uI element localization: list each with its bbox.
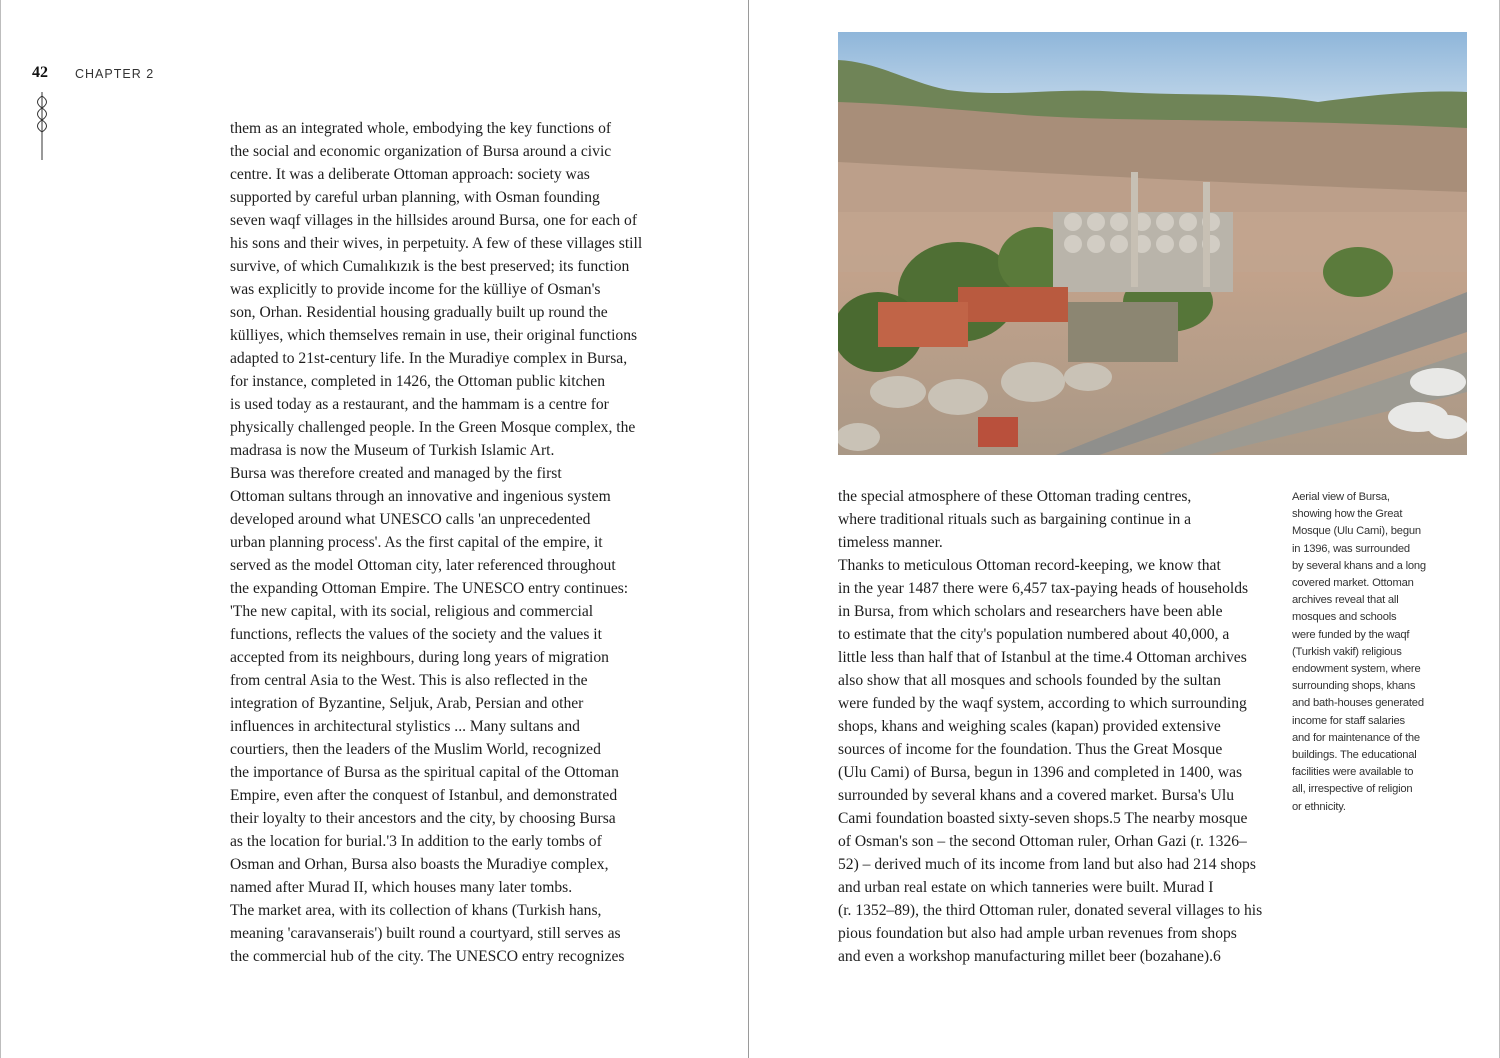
- text-line: physically challenged people. In the Green Mosque complex, the: [230, 419, 636, 436]
- text-line: supported by careful urban planning, with Osman founding: [230, 189, 600, 206]
- text-line: adapted to 21st-century life. In the Muradiye complex in Bursa,: [230, 350, 628, 367]
- aerial-photo-of-bursa: [838, 32, 1467, 455]
- text-line: developed around what UNESCO calls 'an unprecedented: [230, 511, 591, 528]
- text-line: Cami foundation boasted sixty-seven shops.5 The nearby mosque: [838, 810, 1248, 827]
- caption-line: and for maintenance of the: [1292, 731, 1420, 744]
- text-line: and urban real estate on which tanneries were built. Murad I: [838, 879, 1214, 896]
- text-line: also show that all mosques and schools founded by the sultan: [838, 672, 1221, 689]
- caption-line: covered market. Ottoman: [1292, 577, 1414, 590]
- left-page: [0, 0, 749, 1058]
- text-line: survive, of which Cumalıkızık is the best preserved; its function: [230, 258, 630, 275]
- caption-line: income for staff salaries: [1292, 714, 1405, 727]
- text-line: in the year 1487 there were 6,457 tax-paying heads of households: [838, 580, 1249, 597]
- text-line: to estimate that the city's population numbered about 40,000, a: [838, 626, 1230, 643]
- text-line: Osman and Orhan, Bursa also boasts the Muradiye complex,: [230, 856, 609, 873]
- text-line: (Ulu Cami) of Bursa, begun in 1396 and completed in 1400, was: [838, 764, 1243, 781]
- caption-line: were funded by the waqf: [1292, 628, 1410, 641]
- caption-line: by several khans and a long: [1292, 559, 1426, 572]
- text-line: from central Asia to the West. This is also reflected in the: [230, 672, 588, 689]
- text-line: Bursa was therefore created and managed by the first: [230, 465, 562, 482]
- right-body-text: [838, 485, 1278, 968]
- text-line: is used today as a restaurant, and the hammam is a centre for: [230, 396, 609, 413]
- text-line: urban planning process'. As the first capital of the empire, it: [230, 534, 603, 551]
- text-line: little less than half that of Istanbul at the time.4 Ottoman archives: [838, 649, 1247, 666]
- text-line: courtiers, then the leaders of the Muslim World, recognized: [230, 741, 601, 758]
- text-line: of Osman's son – the second Ottoman ruler, Orhan Gazi (r. 1326–: [838, 833, 1247, 850]
- text-line: the commercial hub of the city. The UNESCO entry recognizes: [230, 948, 625, 965]
- text-line: the expanding Ottoman Empire. The UNESCO entry continues:: [230, 580, 629, 597]
- ornament-icon: [34, 92, 50, 162]
- text-line: their loyalty to their ancestors and the city, by choosing Bursa: [230, 810, 616, 827]
- caption-line: (Turkish vakif) religious: [1292, 645, 1402, 658]
- text-line: his sons and their wives, in perpetuity. A few of these villages still: [230, 235, 643, 252]
- text-line: where traditional rituals such as bargaining continue in a: [838, 511, 1192, 528]
- text-line: in Bursa, from which scholars and researchers have been able: [838, 603, 1223, 620]
- text-line: was explicitly to provide income for the külliye of Osman's: [230, 281, 601, 298]
- text-line: shops, khans and weighing scales (kapan) provided extensive: [838, 718, 1221, 735]
- text-line: influences in architectural stylistics ... Many sultans and: [230, 718, 580, 735]
- text-line: were funded by the waqf system, according to which surrounding: [838, 695, 1247, 712]
- text-line: surrounded by several khans and a covered market. Bursa's Ulu: [838, 787, 1234, 804]
- text-line: Ottoman sultans through an innovative and ingenious system: [230, 488, 611, 505]
- caption-line: Aerial view of Bursa,: [1292, 491, 1390, 503]
- caption-line: facilities were available to: [1292, 766, 1414, 779]
- text-line: meaning 'caravanserais') built round a courtyard, still serves as: [230, 925, 621, 942]
- page-number: 42: [32, 64, 48, 81]
- caption-line: or ethnicity.: [1292, 800, 1346, 813]
- text-line: külliyes, which themselves remain in use, their original functions: [230, 327, 638, 344]
- text-line: accepted from its neighbours, during long years of migration: [230, 649, 609, 666]
- text-line: seven waqf villages in the hillsides around Bursa, one for each of: [230, 212, 638, 229]
- text-line: the special atmosphere of these Ottoman trading centres,: [838, 488, 1192, 505]
- text-line: Empire, even after the conquest of Istanbul, and demonstrated: [230, 787, 618, 804]
- caption-line: surrounding shops, khans: [1292, 680, 1416, 693]
- caption-line: showing how the Great: [1292, 508, 1403, 521]
- left-body-text: [230, 117, 670, 968]
- caption-line: all, irrespective of religion: [1292, 783, 1413, 796]
- caption-line: and bath-houses generated: [1292, 697, 1424, 710]
- text-line: pious foundation but also had ample urban revenues from shops: [838, 925, 1237, 942]
- caption-line: mosques and schools: [1292, 611, 1397, 624]
- text-line: 52) – derived much of its income from land but also had 214 shops: [838, 856, 1256, 873]
- caption-line: endowment system, where: [1292, 663, 1421, 676]
- text-line: as the location for burial.'3 In addition to the early tombs of: [230, 833, 602, 850]
- text-line: integration of Byzantine, Seljuk, Arab, Persian and other: [230, 695, 584, 712]
- text-line: centre. It was a deliberate Ottoman approach: society was: [230, 166, 590, 183]
- text-line: for instance, completed in 1426, the Ottoman public kitchen: [230, 373, 606, 390]
- caption-line: buildings. The educational: [1292, 749, 1417, 762]
- text-line: functions, reflects the values of the society and the values it: [230, 626, 602, 643]
- text-line: named after Murad II, which houses many later tombs.: [230, 879, 573, 896]
- text-line: sources of income for the foundation. Thus the Great Mosque: [838, 741, 1223, 758]
- photo-caption: [1292, 489, 1442, 816]
- caption-line: Mosque (Ulu Cami), begun: [1292, 525, 1421, 538]
- text-line: madrasa is now the Museum of Turkish Islamic Art.: [230, 442, 555, 459]
- text-line: son, Orhan. Residential housing gradually built up round the: [230, 304, 608, 321]
- text-line: timeless manner.: [838, 534, 943, 551]
- caption-line: archives reveal that all: [1292, 594, 1399, 607]
- text-line: Thanks to meticulous Ottoman record-keeping, we know that: [838, 557, 1221, 574]
- text-line: the social and economic organization of Bursa around a civic: [230, 143, 612, 160]
- text-line: and even a workshop manufacturing millet beer (bozahane).6: [838, 948, 1221, 965]
- running-head: CHAPTER 2: [75, 67, 155, 81]
- text-line: served as the model Ottoman city, later referenced throughout: [230, 557, 616, 574]
- text-line: the importance of Bursa as the spiritual capital of the Ottoman: [230, 764, 619, 781]
- text-line: 'The new capital, with its social, religious and commercial: [230, 603, 594, 620]
- text-line: The market area, with its collection of khans (Turkish hans,: [230, 902, 602, 919]
- text-line: them as an integrated whole, embodying the key functions of: [230, 120, 612, 137]
- caption-line: in 1396, was surrounded: [1292, 542, 1410, 555]
- text-line: (r. 1352–89), the third Ottoman ruler, donated several villages to his: [838, 902, 1263, 919]
